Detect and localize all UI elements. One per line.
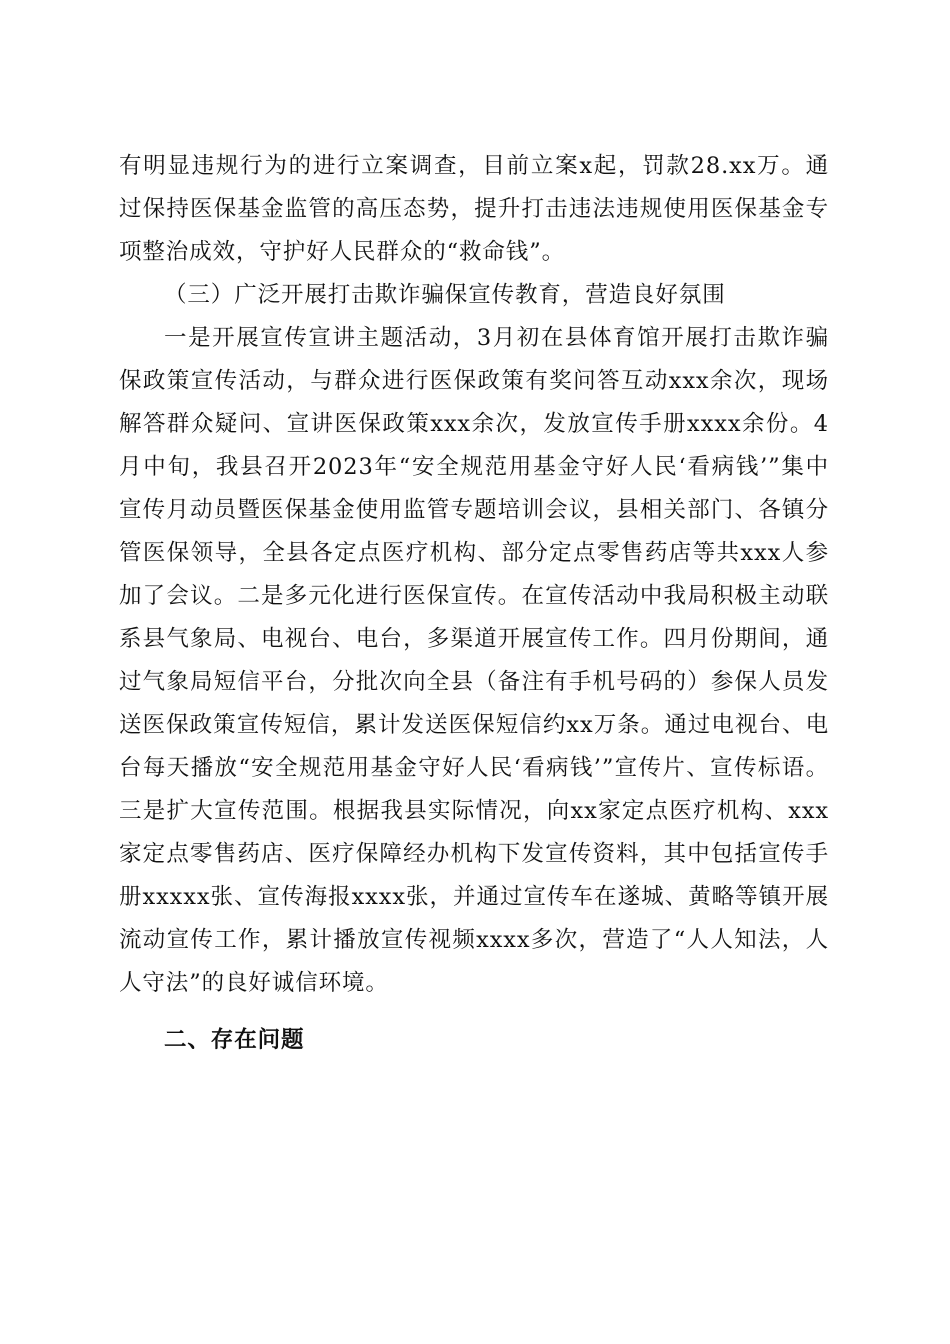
document-body bbox=[119, 145, 829, 1062]
section-heading-3: （三）广泛开展打击欺诈骗保宣传教育，营造良好氛围 bbox=[164, 282, 726, 308]
body-paragraph-1: 有明显违规行为的进行立案调查，目前立案x起，罚款28.xx万。通过保持医保基金监管的高压态势，提升打击违法违规使用医保基金专项整治成效，守护好人民群众的“救命钱”。 bbox=[119, 153, 829, 265]
chapter-heading-2: 二、存在问题 bbox=[164, 1027, 305, 1053]
body-paragraph-2: 一是开展宣传宣讲主题活动，3月初在县体育馆开展打击欺诈骗保政策宣传活动，与群众进行医保政策有奖问答互动xxx余次，现场解答群众疑问、宣讲医保政策xxx余次，发放宣传手册xxxx余份。4月中旬，我县召开2023年“安全规范用基金守好人民‘看病钱’”集中宣传月动员暨医保基金使用监管专题培训会议，县相关部门、各镇分管医保领导，全县各定点医疗机构、部分定点零售药店等共xxx人参加了会议。二是多元化进行医保宣传。在宣传活动中我局积极主动联系县气象局、电视台、电台，多渠道开展宣传工作。四月份期间，通过气象局短信平台，分批次向全县（备注有手机号码的）参保人员发送医保政策宣传短信，累计发送医保短信约xx万条。通过电视台、电台每天播放“安全规范用基金守好人民‘看病钱’”宣传片、宣传标语。三是扩大宣传范围。根据我县实际情况，向xx家定点医疗机构、xxx家定点零售药店、医疗保障经办机构下发宣传资料，其中包括宣传手册xxxxx张、宣传海报xxxx张，并通过宣传车在遂城、黄略等镇开展流动宣传工作，累计播放宣传视频xxxx多次，营造了“人人知法，人人守法”的良好诚信环境。 bbox=[119, 325, 829, 996]
